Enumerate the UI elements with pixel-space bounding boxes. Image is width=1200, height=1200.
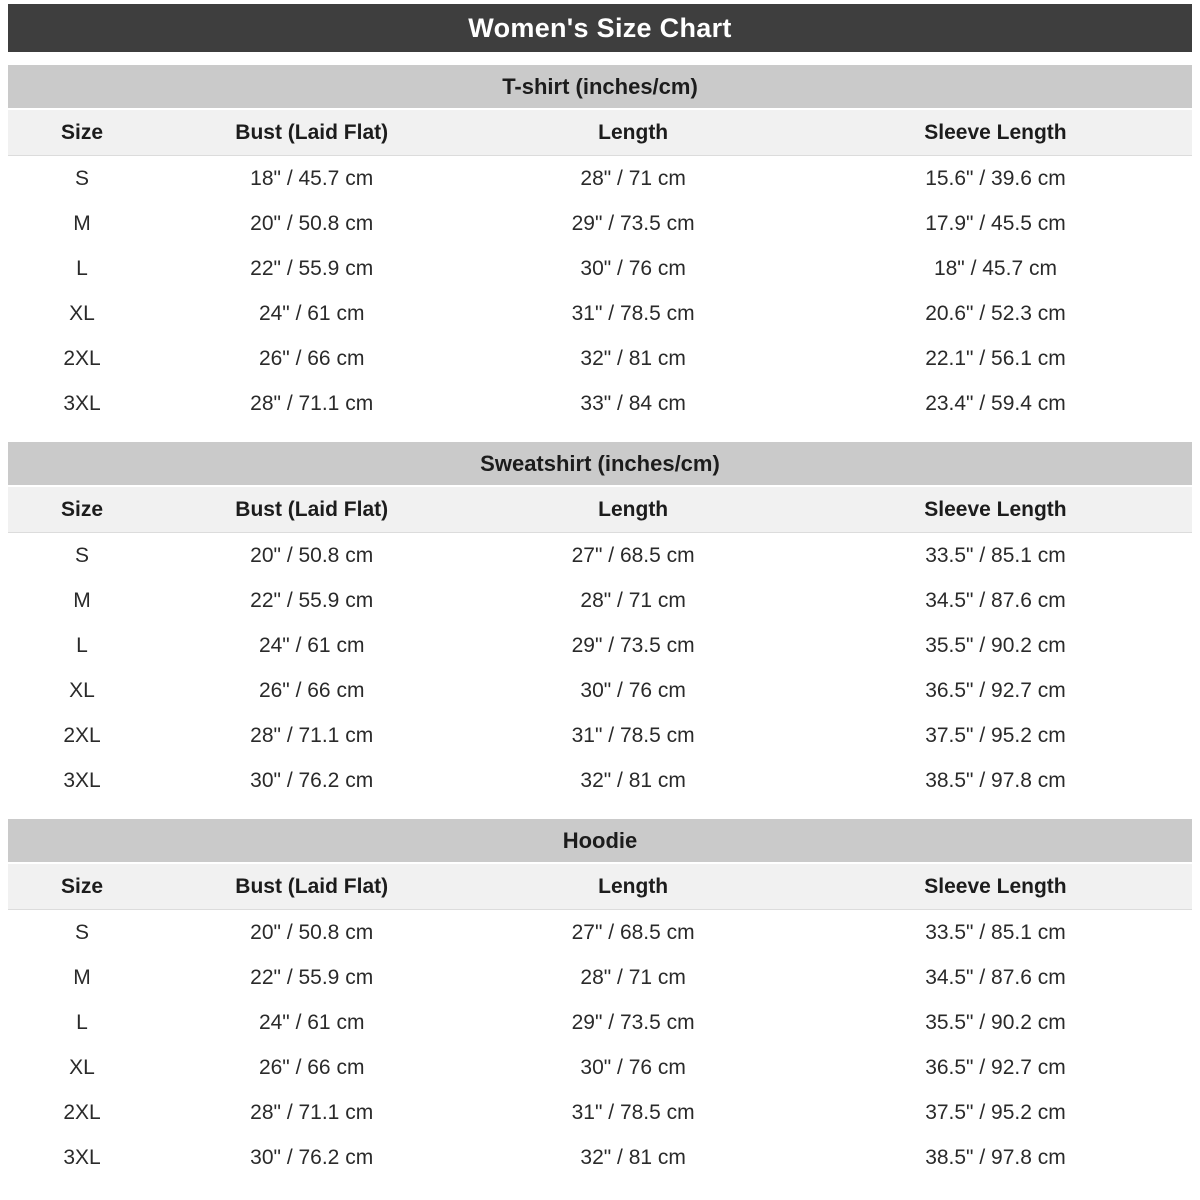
measurement-cell: 29" / 73.5 cm [467,201,799,246]
measurement-cell: 18" / 45.7 cm [799,246,1192,291]
size-cell: S [8,156,156,202]
measurement-cell: 28" / 71 cm [467,955,799,1000]
measurement-cell: 20" / 50.8 cm [156,910,467,956]
table-row [8,955,1192,1000]
column-header-length: Length [467,110,799,156]
column-header-length: Length [467,487,799,533]
measurement-cell: 29" / 73.5 cm [467,623,799,668]
size-cell: M [8,578,156,623]
measurement-cell: 22" / 55.9 cm [156,955,467,1000]
measurement-cell: 30" / 76.2 cm [156,1135,467,1180]
section-tshirt [8,65,1192,426]
measurement-cell: 27" / 68.5 cm [467,533,799,579]
measurement-cell: 30" / 76 cm [467,1045,799,1090]
column-header-sleeve-length: Sleeve Length [799,864,1192,910]
page-title: Women's Size Chart [468,12,732,43]
column-header-sleeve-length: Sleeve Length [799,110,1192,156]
measurement-cell: 33.5" / 85.1 cm [799,910,1192,956]
column-header-size: Size [8,487,156,533]
table-row [8,1135,1192,1180]
measurement-cell: 28" / 71.1 cm [156,713,467,758]
section-heading-hoodie [8,819,1192,862]
size-cell: 3XL [8,1135,156,1180]
size-cell: 2XL [8,1090,156,1135]
column-header-row [8,110,1192,156]
measurement-cell: 28" / 71.1 cm [156,381,467,426]
measurement-cell: 38.5" / 97.8 cm [799,758,1192,803]
measurement-cell: 31" / 78.5 cm [467,713,799,758]
measurement-cell: 20" / 50.8 cm [156,201,467,246]
measurement-cell: 32" / 81 cm [467,336,799,381]
size-cell: S [8,910,156,956]
measurement-cell: 18" / 45.7 cm [156,156,467,202]
size-cell: XL [8,1045,156,1090]
measurement-cell: 35.5" / 90.2 cm [799,1000,1192,1045]
measurement-cell: 36.5" / 92.7 cm [799,1045,1192,1090]
table-row [8,291,1192,336]
column-header-sleeve-length: Sleeve Length [799,487,1192,533]
measurement-cell: 30" / 76 cm [467,246,799,291]
table-row [8,758,1192,803]
table-row [8,381,1192,426]
measurement-cell: 32" / 81 cm [467,1135,799,1180]
measurement-cell: 34.5" / 87.6 cm [799,578,1192,623]
measurement-cell: 28" / 71.1 cm [156,1090,467,1135]
size-cell: 2XL [8,713,156,758]
measurement-cell: 17.9" / 45.5 cm [799,201,1192,246]
column-header-size: Size [8,110,156,156]
size-cell: XL [8,668,156,713]
measurement-cell: 36.5" / 92.7 cm [799,668,1192,713]
section-heading-label: T-shirt (inches/cm) [502,73,698,99]
measurement-cell: 30" / 76 cm [467,668,799,713]
table-row [8,668,1192,713]
measurement-cell: 15.6" / 39.6 cm [799,156,1192,202]
measurement-cell: 28" / 71 cm [467,156,799,202]
column-header-row [8,487,1192,533]
table-row [8,533,1192,579]
measurement-cell: 26" / 66 cm [156,336,467,381]
table-row [8,578,1192,623]
section-sweatshirt [8,442,1192,803]
size-cell: L [8,623,156,668]
table-row [8,201,1192,246]
column-header-bust-laid-flat: Bust (Laid Flat) [156,864,467,910]
section-heading-label: Sweatshirt (inches/cm) [480,450,720,476]
measurement-cell: 34.5" / 87.6 cm [799,955,1192,1000]
measurement-cell: 31" / 78.5 cm [467,1090,799,1135]
page-title-bar [8,4,1192,52]
measurement-cell: 22.1" / 56.1 cm [799,336,1192,381]
table-row [8,1000,1192,1045]
column-header-bust-laid-flat: Bust (Laid Flat) [156,110,467,156]
size-cell: XL [8,291,156,336]
section-heading-label: Hoodie [562,827,638,853]
measurement-cell: 37.5" / 95.2 cm [799,1090,1192,1135]
size-cell: S [8,533,156,579]
tshirt-size-table [8,110,1192,426]
table-row [8,336,1192,381]
measurement-cell: 35.5" / 90.2 cm [799,623,1192,668]
size-cell: M [8,201,156,246]
measurement-cell: 22" / 55.9 cm [156,246,467,291]
column-header-size: Size [8,864,156,910]
size-cell: 2XL [8,336,156,381]
measurement-cell: 31" / 78.5 cm [467,291,799,336]
column-header-row [8,864,1192,910]
measurement-cell: 24" / 61 cm [156,1000,467,1045]
table-row [8,910,1192,956]
table-row [8,623,1192,668]
table-row [8,713,1192,758]
measurement-cell: 23.4" / 59.4 cm [799,381,1192,426]
measurement-cell: 24" / 61 cm [156,291,467,336]
measurement-cell: 20.6" / 52.3 cm [799,291,1192,336]
measurement-cell: 33.5" / 85.1 cm [799,533,1192,579]
table-row [8,156,1192,202]
measurement-cell: 28" / 71 cm [467,578,799,623]
measurement-cell: 29" / 73.5 cm [467,1000,799,1045]
sweatshirt-size-table [8,487,1192,803]
size-cell: 3XL [8,758,156,803]
measurement-cell: 27" / 68.5 cm [467,910,799,956]
size-cell: L [8,1000,156,1045]
measurement-cell: 38.5" / 97.8 cm [799,1135,1192,1180]
hoodie-size-table [8,864,1192,1180]
measurement-cell: 33" / 84 cm [467,381,799,426]
table-row [8,246,1192,291]
measurement-cell: 26" / 66 cm [156,668,467,713]
measurement-cell: 30" / 76.2 cm [156,758,467,803]
measurement-cell: 37.5" / 95.2 cm [799,713,1192,758]
measurement-cell: 26" / 66 cm [156,1045,467,1090]
measurement-cell: 22" / 55.9 cm [156,578,467,623]
measurement-cell: 32" / 81 cm [467,758,799,803]
size-cell: M [8,955,156,1000]
section-heading-tshirt [8,65,1192,108]
size-cell: 3XL [8,381,156,426]
measurement-cell: 20" / 50.8 cm [156,533,467,579]
table-row [8,1090,1192,1135]
table-row [8,1045,1192,1090]
column-header-length: Length [467,864,799,910]
column-header-bust-laid-flat: Bust (Laid Flat) [156,487,467,533]
section-hoodie [8,819,1192,1180]
measurement-cell: 24" / 61 cm [156,623,467,668]
size-cell: L [8,246,156,291]
section-heading-sweatshirt [8,442,1192,485]
